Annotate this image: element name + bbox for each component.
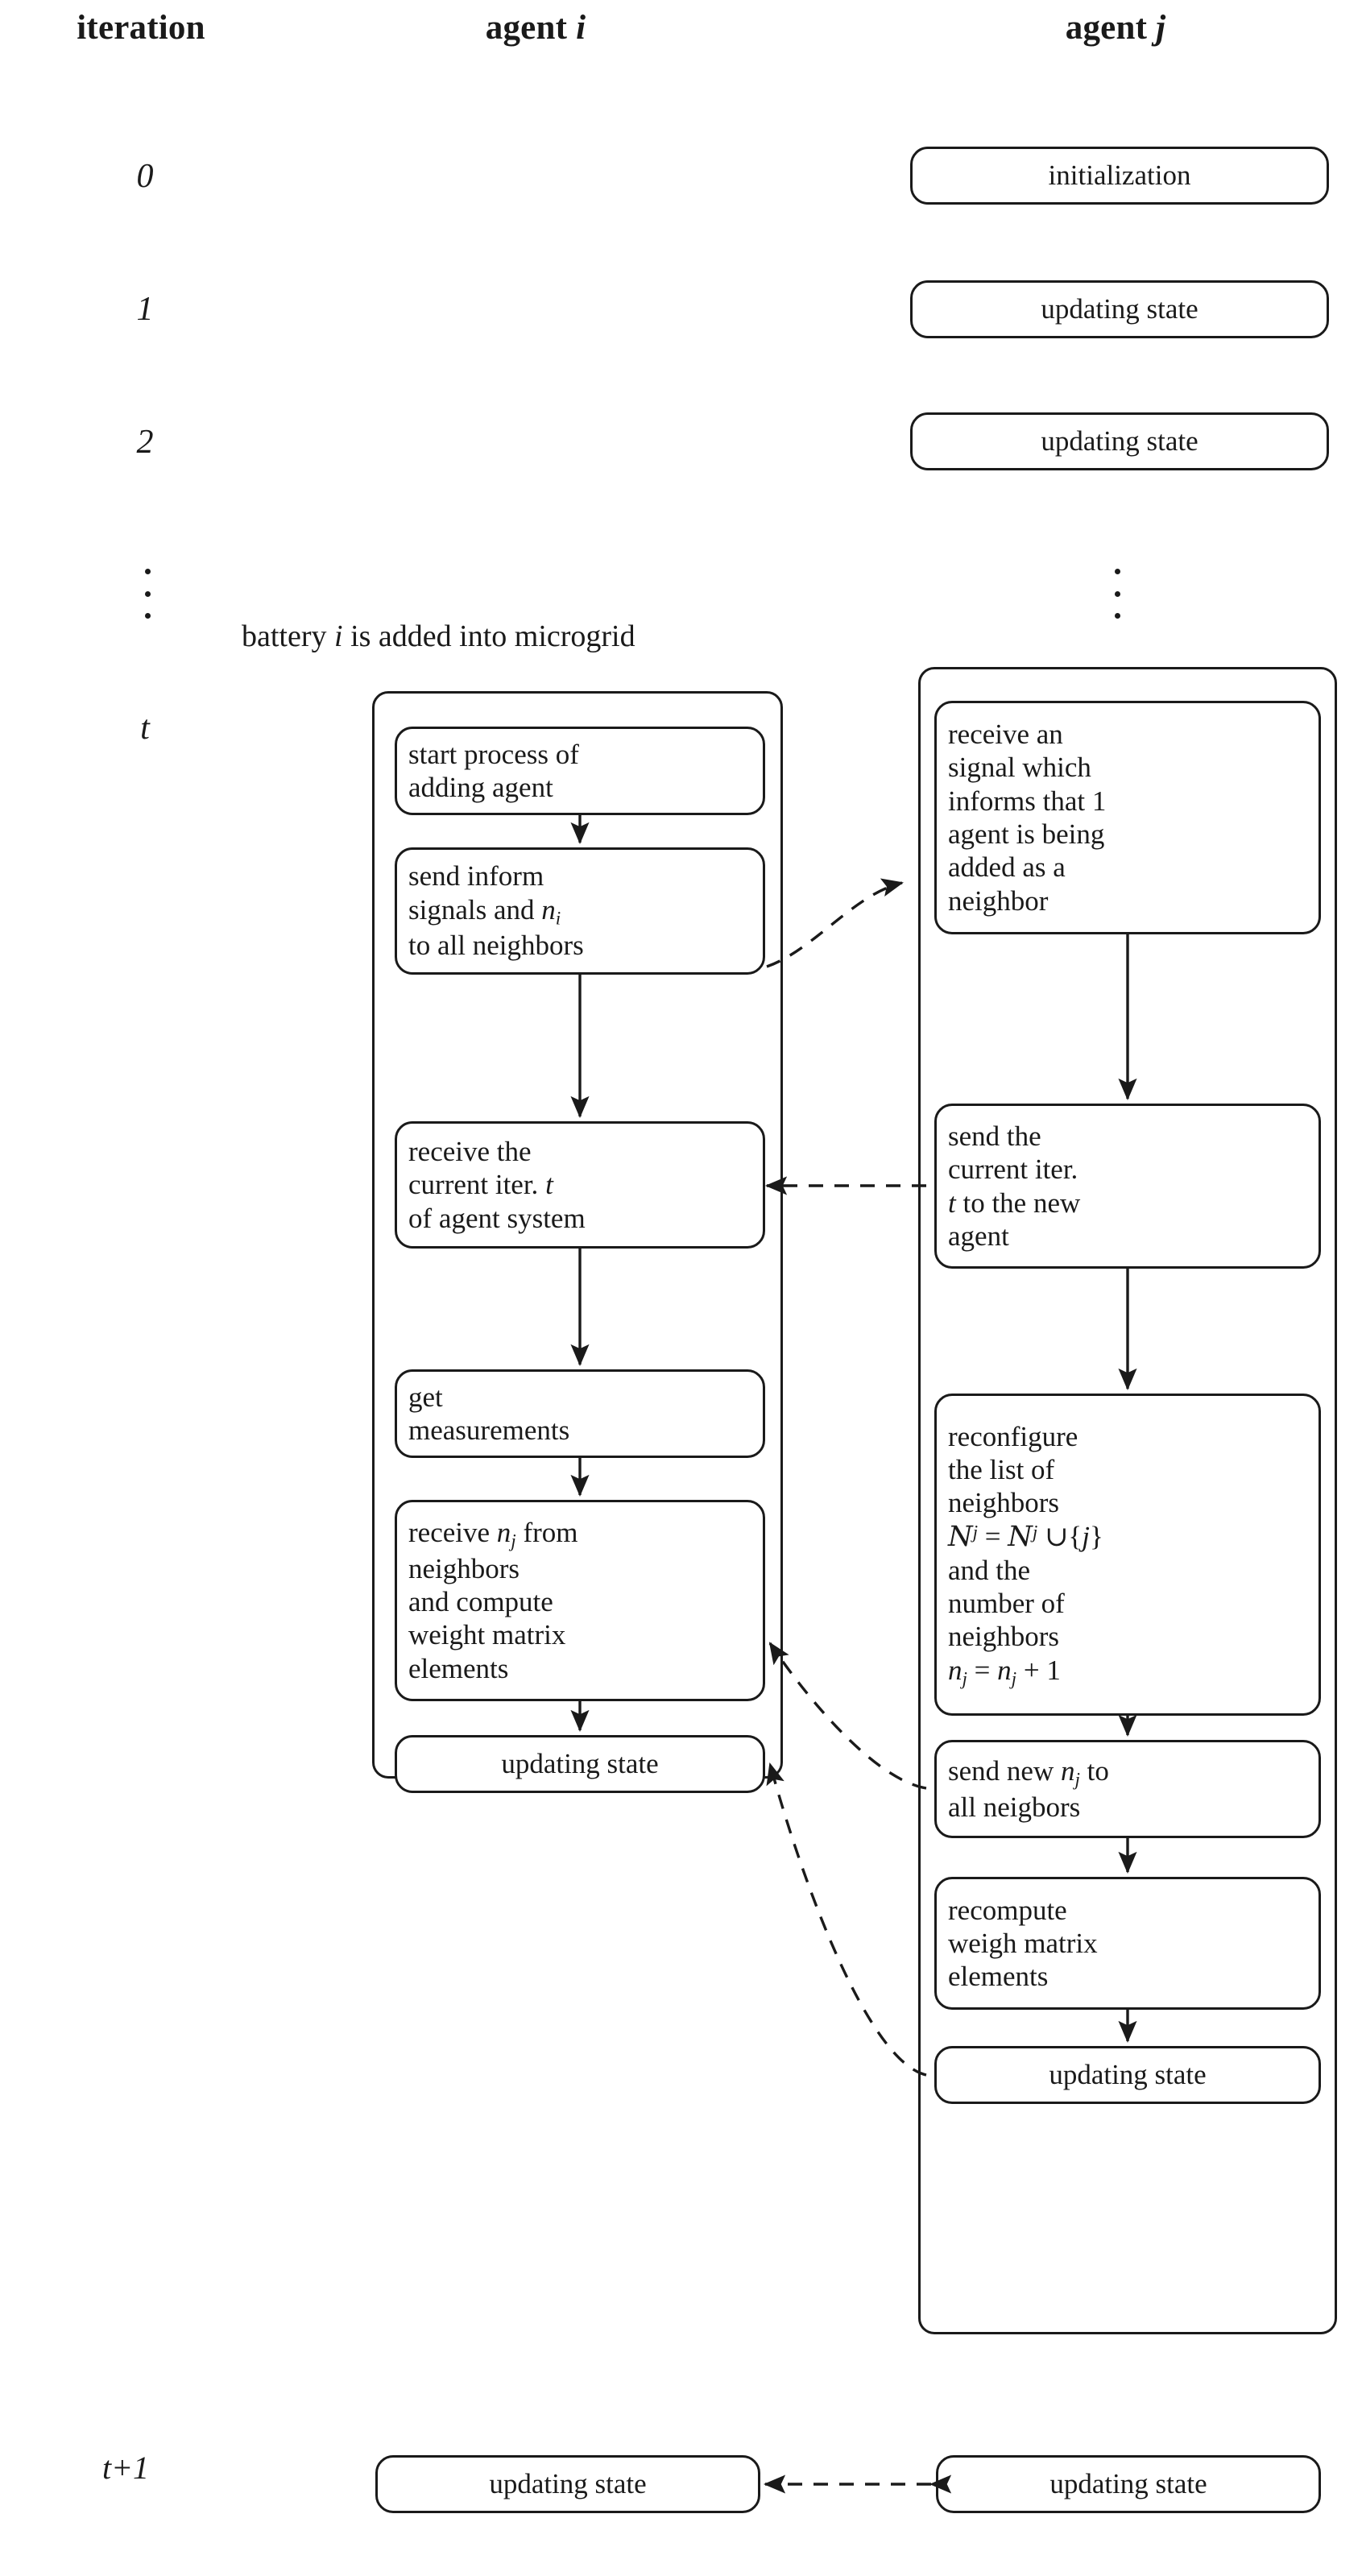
node-initialization[interactable] <box>910 147 1329 205</box>
node-initialization-label: initialization <box>1048 159 1191 192</box>
annotation-suffix: is added into microgrid <box>342 619 635 653</box>
iteration-label-0 <box>97 157 193 196</box>
column-header-agent-j-symbol: j <box>1156 9 1166 47</box>
iteration-label-1 <box>97 290 193 329</box>
iteration-label-t <box>97 709 193 748</box>
node-get-measurements[interactable] <box>395 1369 765 1458</box>
node-reconfigure-neighbors-label: reconfigure the list of neighbors $N^j = N^j$ ∪{j} and the number of neighbors $n_j = n_j + 1$ <box>948 1420 1103 1689</box>
node-receive-inform-signal-label: receive an signal which informs that 1 agent is being added as a neighbor <box>948 719 1107 917</box>
iteration-label-0-text: 0 <box>136 158 154 195</box>
node-receive-current-iter-label: receive the current iter. t of agent system <box>408 1136 586 1234</box>
column-header-agent-i-symbol: i <box>576 9 586 47</box>
node-start-process-label: start process of adding agent <box>408 738 579 803</box>
node-send-current-iter-label: send the current iter. t to the new agent <box>948 1120 1081 1252</box>
node-send-inform-signals[interactable] <box>395 847 765 975</box>
node-updating-state-agent-j-next-label: updating state <box>1049 2468 1207 2500</box>
iteration-label-t-plus-1-text: t+1 <box>101 2450 150 2486</box>
arrow-update-j-to-i <box>770 1764 926 2075</box>
column-header-agent-i <box>395 8 677 48</box>
iteration-label-t-text: t <box>140 710 150 747</box>
node-updating-state-iter1-label: updating state <box>1041 293 1198 325</box>
iteration-label-2-text: 2 <box>136 424 154 461</box>
column-header-agent-j-label: agent <box>1065 9 1157 47</box>
node-updating-state-iter1[interactable] <box>910 280 1329 338</box>
annotation-symbol: i <box>334 619 343 653</box>
node-reconfigure-neighbors[interactable] <box>934 1394 1321 1716</box>
node-updating-state-agent-i[interactable] <box>395 1735 765 1793</box>
node-send-new-nj[interactable] <box>934 1740 1321 1838</box>
node-receive-nj-compute-weights[interactable] <box>395 1500 765 1701</box>
node-receive-nj-compute-weights-label: receive $n_j$ from neighbors and compute weight matrix elements <box>408 1517 578 1684</box>
iteration-ellipsis-left <box>142 569 153 619</box>
node-get-measurements-label: get measurements <box>408 1381 570 1446</box>
node-updating-state-agent-j-label: updating state <box>1049 2059 1207 2091</box>
node-send-current-iter[interactable] <box>934 1104 1321 1269</box>
node-recompute-weights-agent-j[interactable] <box>934 1877 1321 2010</box>
node-updating-state-iter2-label: updating state <box>1041 425 1198 458</box>
iteration-ellipsis-right <box>1112 569 1123 619</box>
node-updating-state-agent-j[interactable] <box>934 2046 1321 2104</box>
node-send-inform-signals-label: send inform signals and $n_i$ to all neighbors <box>408 860 584 962</box>
column-header-iteration-label: iteration <box>77 9 205 47</box>
iteration-label-1-text: 1 <box>136 291 154 328</box>
iteration-label-t-plus-1 <box>77 2449 174 2487</box>
iteration-label-2 <box>97 423 193 462</box>
node-updating-state-iter2[interactable] <box>910 412 1329 470</box>
node-start-process[interactable] <box>395 727 765 815</box>
node-updating-state-agent-j-next[interactable] <box>936 2455 1321 2513</box>
column-header-agent-j <box>975 8 1256 48</box>
node-updating-state-agent-i-next[interactable] <box>375 2455 760 2513</box>
node-receive-current-iter[interactable] <box>395 1121 765 1249</box>
node-updating-state-agent-i-next-label: updating state <box>489 2468 647 2500</box>
annotation-battery-added <box>242 619 635 654</box>
arrow-inform-signal-i-to-j <box>767 883 902 967</box>
column-header-agent-i-label: agent <box>485 9 577 47</box>
node-updating-state-agent-i-label: updating state <box>501 1748 659 1780</box>
node-recompute-weights-agent-j-label: recompute weigh matrix elements <box>948 1894 1098 1993</box>
node-send-new-nj-label: send new $n_j$ to all neigbors <box>948 1755 1109 1823</box>
node-receive-inform-signal[interactable] <box>934 701 1321 934</box>
column-header-iteration <box>0 8 282 48</box>
annotation-prefix: battery <box>242 619 335 653</box>
arrow-nj-j-to-i <box>770 1643 926 1788</box>
